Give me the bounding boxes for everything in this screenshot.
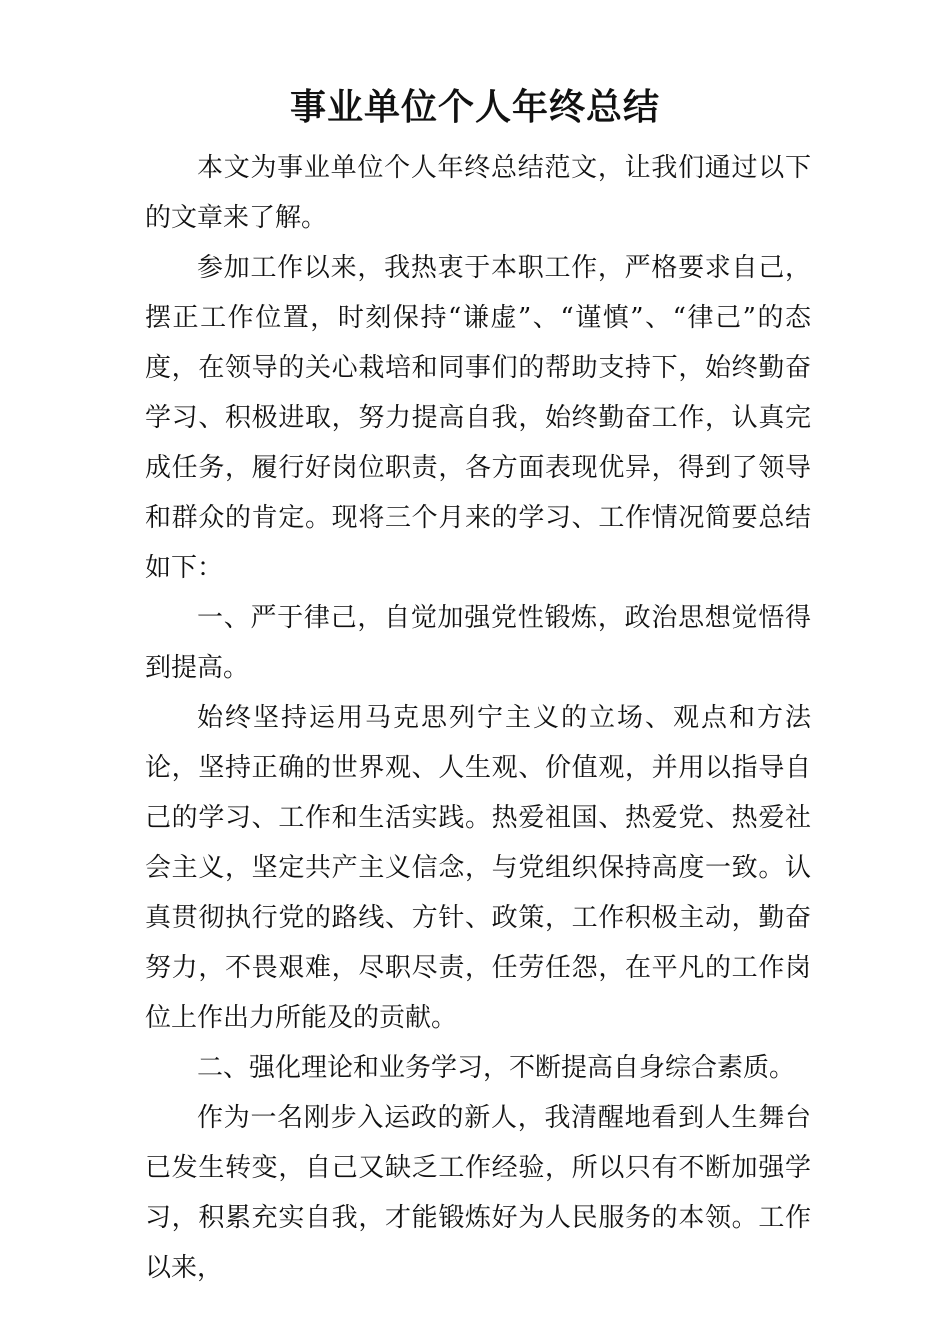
document-title: 事业单位个人年终总结 [289, 87, 660, 128]
paragraph-overview: 参加工作以来，我热衷于本职工作，严格要求自己，摆正工作位置，时刻保持“谦虚”、“谨慎”、“律己”的态度，在领导的关心栽培和同事们的帮助支持下，始终勤奋学习、积极进取，努力提高自我，始终勤奋工作，认真完成任务，履行好岗位职责，各方面表现优异，得到了领导和群众的肯定。现将三个月来的学习、工作情况简要总结如下： [145, 253, 811, 583]
paragraph-section-2: 作为一名刚步入运政的新人，我清醒地看到人生舞台已发生转变，自己又缺乏工作经验，所以只有不断加强学习，积累充实自我，才能锻炼好为人民服务的本领。工作以来， [145, 1103, 811, 1283]
paragraph-intro: 本文为事业单位个人年终总结范文，让我们通过以下的文章来了解。 [145, 153, 811, 233]
section-heading-2: 二、强化理论和业务学习，不断提高自身综合素质。 [197, 1053, 796, 1083]
paragraph-section-1: 始终坚持运用马克思列宁主义的立场、观点和方法论，坚持正确的世界观、人生观、价值观，并用以指导自己的学习、工作和生活实践。热爱祖国、热爱党、热爱社会主义，坚定共产主义信念，与党组织保持高度一致。认真贯彻执行党的路线、方针、政策，工作积极主动，勤奋努力，不畏艰难，尽职尽责，任劳任怨，在平凡的工作岗位上作出力所能及的贡献。 [145, 703, 811, 1033]
document-body [145, 143, 811, 1293]
section-heading-1: 一、严于律己，自觉加强党性锻炼，政治思想觉悟得到提高。 [145, 603, 811, 683]
